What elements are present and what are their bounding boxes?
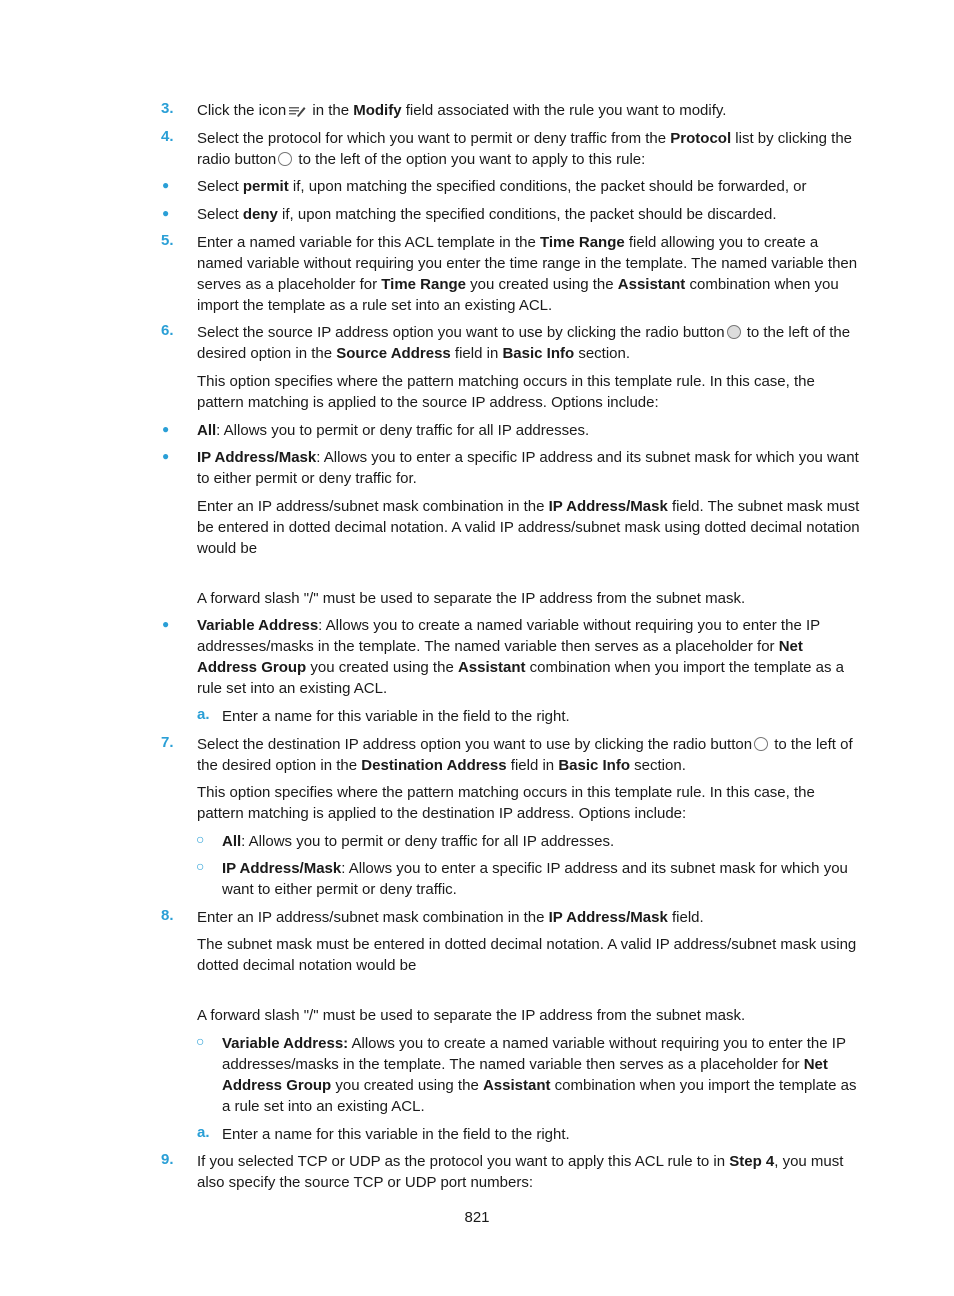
- bullet-icon: ●: [162, 178, 170, 192]
- step-number: 4.: [161, 128, 174, 145]
- option-all: All: Allows you to permit or deny traffic for all IP addresses.: [222, 833, 615, 850]
- slash-note: A forward slash "/" must be used to separate the IP address from the subnet mask.: [197, 590, 746, 607]
- edit-icon: [288, 104, 306, 118]
- sub-step-letter: a.: [197, 1124, 210, 1141]
- step-number: 8.: [161, 907, 174, 924]
- radio-button-icon: [278, 152, 292, 166]
- ip-mask-note: Enter an IP address/subnet mask combination in the IP Address/Mask field. The subnet mask must be entered in dotted decimal notation. A valid IP address/subnet mask using dotted decimal notation would be: [197, 498, 860, 557]
- option-ip-mask: IP Address/Mask: Allows you to enter a specific IP address and its subnet mask for which you want to either permit or deny traffic.: [222, 860, 848, 898]
- step-7-note: This option specifies where the pattern matching occurs in this template rule. In this case, the pattern matching is applied to the destination IP address. Options include:: [197, 784, 815, 822]
- step-number: 5.: [161, 232, 174, 249]
- radio-button-icon: [727, 325, 741, 339]
- step-5-text: Enter a named variable for this ACL template in the Time Range field allowing you to create a named variable without requiring you enter the time range in the template. The named variable then serves as a placeholder for Time Range you created using the Assistant combination when you import the template as a rule set into an existing ACL.: [197, 234, 858, 314]
- step-number: 6.: [161, 322, 174, 339]
- circle-bullet-icon: ○: [196, 831, 205, 847]
- page-number: 821: [464, 1209, 490, 1226]
- sub-step-text: Enter a name for this variable in the field to the right.: [222, 1126, 570, 1143]
- step-7-text: Select the destination IP address option you want to use by clicking the radio button to the left of the desired option in the Destination Address field in Basic Info section.: [197, 736, 853, 774]
- step-3-text: Click the icon in the Modify field associated with the rule you want to modify.: [197, 102, 727, 119]
- circle-bullet-icon: ○: [196, 1033, 205, 1049]
- bullet-deny: Select deny if, upon matching the specified conditions, the packet should be discarded.: [197, 206, 777, 223]
- bullet-ip-mask: IP Address/Mask: Allows you to enter a specific IP address and its subnet mask for which you want to either permit or deny traffic for.: [197, 449, 859, 487]
- option-variable-address: Variable Address: Allows you to create a named variable without requiring you to enter the IP addresses/masks in the template. The named variable then serves as a placeholder for Net Address Group you created using the Assistant combination when you import the template as a rule set into an existing ACL.: [222, 1035, 857, 1115]
- step-number: 7.: [161, 734, 174, 751]
- step-4-text: Select the protocol for which you want to permit or deny traffic from the Protocol list by clicking the radio button to the left of the option you want to apply to this rule:: [197, 130, 853, 168]
- step-8-note: The subnet mask must be entered in dotted decimal notation. A valid IP address/subnet mask using dotted decimal notation would be: [197, 936, 857, 974]
- bullet-variable-address: Variable Address: Allows you to create a named variable without requiring you to enter the IP addresses/masks in the template. The named variable then serves as a placeholder for Net Address Group you created using the Assistant combination when you import the template as a rule set into an existing ACL.: [197, 617, 844, 697]
- bullet-icon: ●: [162, 422, 170, 436]
- step-number: 3.: [161, 100, 174, 117]
- sub-step-letter: a.: [197, 706, 210, 723]
- bullet-icon: ●: [162, 617, 170, 631]
- bullet-icon: ●: [162, 449, 170, 463]
- step-6-note: This option specifies where the pattern matching occurs in this template rule. In this case, the pattern matching is applied to the source IP address. Options include:: [197, 373, 815, 411]
- circle-bullet-icon: ○: [196, 858, 205, 874]
- bullet-permit: Select permit if, upon matching the specified conditions, the packet should be forwarded, or: [197, 178, 807, 195]
- sub-step-text: Enter a name for this variable in the field to the right.: [222, 708, 570, 725]
- slash-note: A forward slash "/" must be used to separate the IP address from the subnet mask.: [197, 1007, 746, 1024]
- step-6-text: Select the source IP address option you want to use by clicking the radio button to the left of the desired option in the Source Address field in Basic Info section.: [197, 324, 851, 362]
- bullet-icon: ●: [162, 206, 170, 220]
- step-9-text: If you selected TCP or UDP as the protocol you want to apply this ACL rule to in Step 4, you must also specify the source TCP or UDP port numbers:: [197, 1153, 844, 1191]
- step-8-text: Enter an IP address/subnet mask combination in the IP Address/Mask field.: [197, 909, 704, 926]
- step-number: 9.: [161, 1151, 174, 1168]
- radio-button-icon: [754, 737, 768, 751]
- bullet-all: All: Allows you to permit or deny traffic for all IP addresses.: [197, 422, 590, 439]
